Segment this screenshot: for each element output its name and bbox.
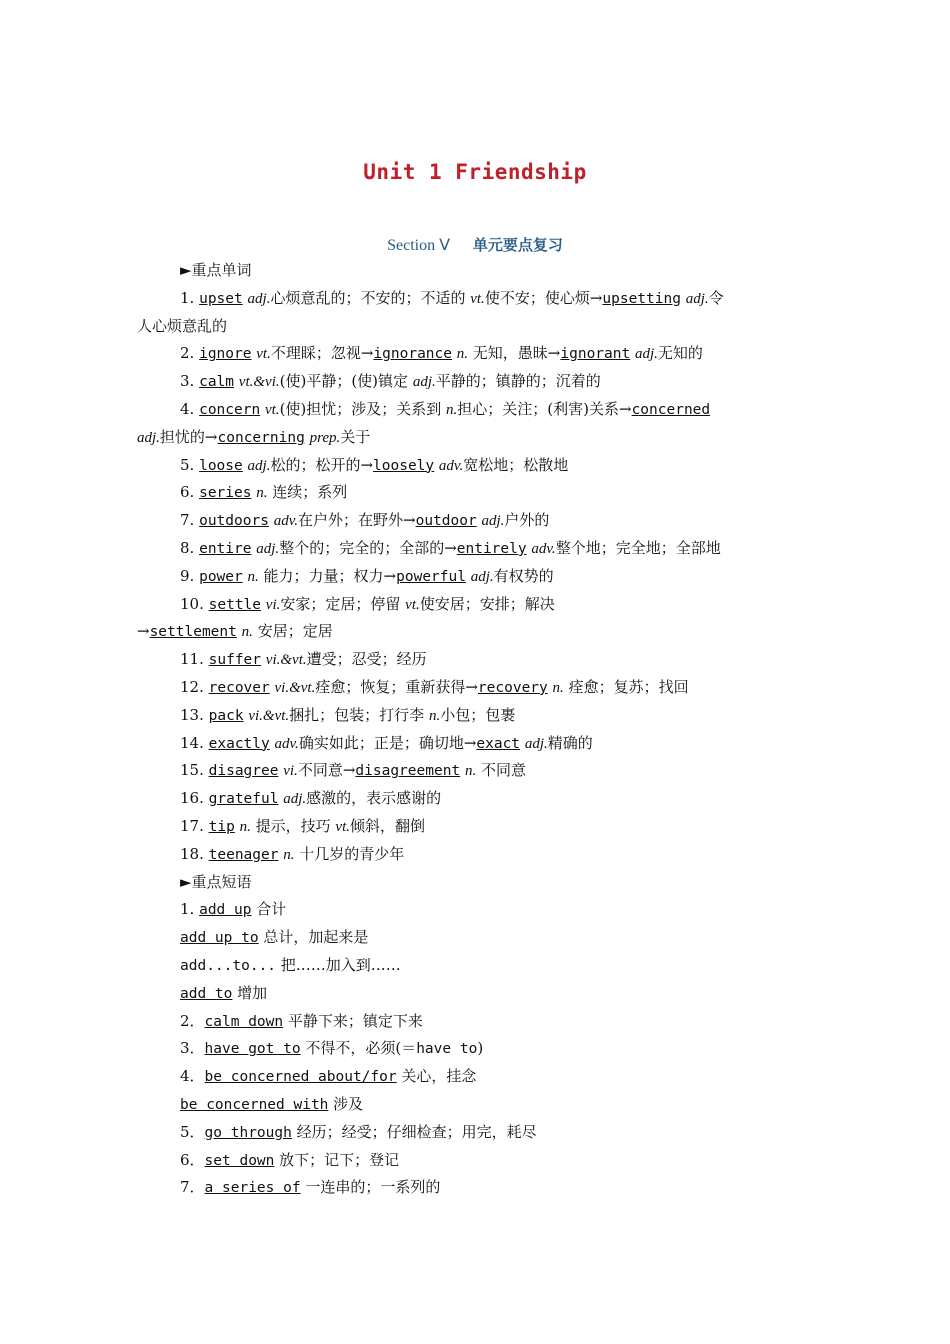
list-item: 9. power n. 能力；力量；权力→powerful adj.有权势的 bbox=[180, 566, 554, 585]
list-item: 17. tip n. 提示，技巧 vt.倾斜，翻倒 bbox=[180, 816, 425, 835]
list-item: 16. grateful adj.感激的，表示感谢的 bbox=[180, 789, 442, 808]
list-item: 4. concern vt.(使)担忧；涉及；关系到 n.担心；关注；(利害)关系→concerned bbox=[180, 399, 711, 418]
list-item: 3. calm vt.&vi.(使)平静；(使)镇定 adj.平静的；镇静的；沉着的 bbox=[180, 372, 601, 391]
list-item: 5. loose adj.松的；松开的→loosely adv.宽松地；松散地 bbox=[180, 455, 569, 474]
phrase-item: 4．be concerned about/for 关心，挂念 bbox=[180, 1067, 477, 1086]
list-item: 10. settle vi.安家；定居；停留 vt.使安居；安排；解决 bbox=[180, 594, 555, 613]
phrase-item: add up to 总计，加起来是 bbox=[180, 928, 369, 947]
list-item-cont: →settlement n. 安居；定居 bbox=[137, 622, 333, 641]
phrase-item: 3．have got to 不得不，必须(＝have to) bbox=[180, 1039, 484, 1058]
section-label: Section Ⅴ bbox=[387, 237, 451, 254]
list-item: 6. series n. 连续；系列 bbox=[180, 483, 348, 502]
list-item: 18. teenager n. 十几岁的青少年 bbox=[180, 844, 405, 863]
list-item: 11. suffer vi.&vt.遭受；忍受；经历 bbox=[180, 650, 427, 669]
list-item: 13. pack vi.&vt.捆扎；包装；打行李 n.小包；包裹 bbox=[180, 705, 516, 724]
phrase-item: be concerned with 涉及 bbox=[180, 1094, 364, 1113]
phrase-item: add...to... 把……加入到…… bbox=[180, 955, 401, 974]
list-item-cont: adj.担忧的→concerning prep.关于 bbox=[137, 427, 371, 446]
words-heading: ►重点单词 bbox=[180, 261, 252, 279]
content-body bbox=[137, 257, 817, 1202]
list-item: 14. exactly adv.确实如此；正是；确切地→exact adj.精确的 bbox=[180, 733, 593, 752]
phrase-item: 2．calm down 平静下来；镇定下来 bbox=[180, 1011, 423, 1030]
page-title: Unit 1 Friendship bbox=[363, 160, 587, 184]
section-heading bbox=[0, 234, 950, 255]
list-item: 2. ignore vt.不理睬；忽视→ignorance n. 无知，愚昧→ignorant adj.无知的 bbox=[180, 344, 703, 363]
phrase-item: add to 增加 bbox=[180, 983, 268, 1002]
phrase-item: 1. add up 合计 bbox=[180, 900, 287, 919]
list-item-cont: 人心烦意乱的 bbox=[137, 316, 228, 335]
phrase-item: 6．set down 放下；记下；登记 bbox=[180, 1150, 400, 1169]
phrase-item: 5．go through 经历；经受；仔细检查；用完，耗尽 bbox=[180, 1122, 537, 1141]
list-item: 7. outdoors adv.在户外；在野外→outdoor adj.户外的 bbox=[180, 511, 550, 530]
section-title: 单元要点复习 bbox=[472, 236, 563, 254]
list-item: 15. disagree vi.不同意→disagreement n. 不同意 bbox=[180, 761, 526, 780]
list-item: 1. upset adj.心烦意乱的；不安的；不适的 vt.使不安；使心烦→upsetting adj.令 bbox=[180, 288, 724, 307]
list-item: 12. recover vi.&vt.痊愈；恢复；重新获得→recovery n. 痊愈；复苏；找回 bbox=[180, 677, 689, 696]
list-item: 8. entire adj.整个的；完全的；全部的→entirely adv.整个地；完全地；全部地 bbox=[180, 538, 721, 557]
phrase-item: 7．a series of 一连串的；一系列的 bbox=[180, 1178, 441, 1197]
phrases-heading: ►重点短语 bbox=[180, 872, 252, 891]
